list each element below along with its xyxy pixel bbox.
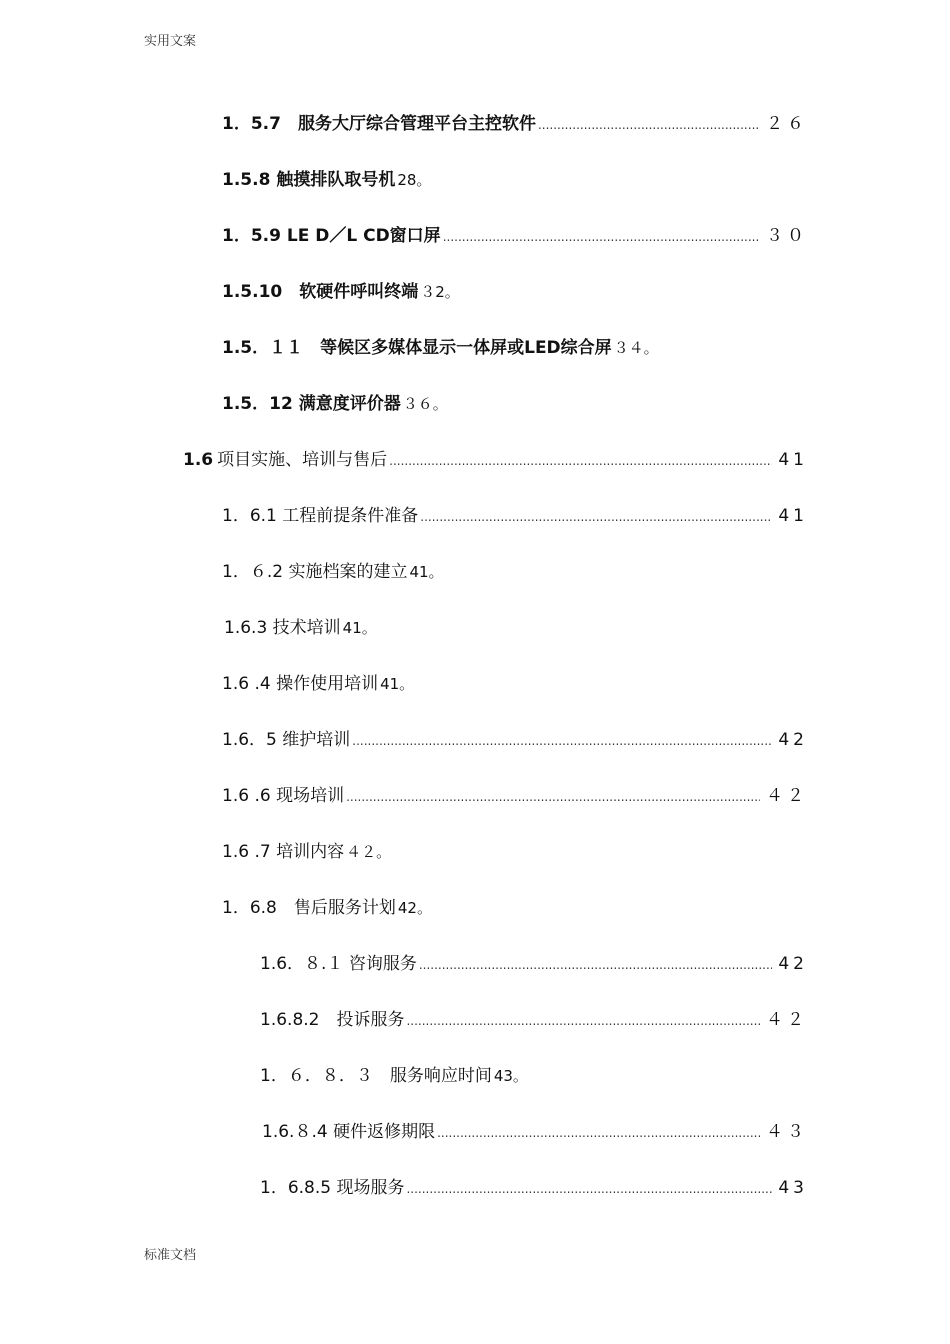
toc-entry-page: 41。 — [380, 675, 415, 693]
toc-entry-page: ３４。 — [613, 339, 659, 357]
toc-entry[interactable] — [260, 951, 808, 977]
toc-entry-label: 1.6.8.2 投诉服务 — [260, 1010, 405, 1030]
toc-entry-number: 1.6 — [183, 450, 214, 470]
toc-entry-page: 43。 — [493, 1067, 528, 1085]
toc-entry[interactable] — [260, 1007, 808, 1033]
dot-leader — [352, 728, 772, 754]
toc-entry-label: 1．5.7 服务大厅综合管理平台主控软件 — [222, 114, 536, 134]
toc-entry-page: 42 — [778, 730, 808, 750]
toc-entry-page: ４２。 — [346, 843, 392, 861]
toc-entry-page: ３０ — [766, 226, 808, 246]
toc-entry-label: 1.6 .6 现场培训 — [222, 786, 345, 806]
toc-entry-label: 1.6 .4 操作使用培训 — [222, 674, 379, 694]
toc-entry[interactable] — [183, 447, 808, 473]
toc-entry-label: 1.5．12 满意度评价器 — [222, 394, 401, 414]
running-footer: 标准文档 — [144, 1248, 197, 1263]
running-header: 实用文案 — [144, 34, 197, 49]
toc-entry[interactable] — [222, 895, 432, 921]
toc-entry[interactable] — [260, 1063, 528, 1089]
toc-entry-label: 项目实施、培训与售后 — [217, 450, 388, 470]
toc-entry-page: ２６ — [766, 114, 808, 134]
toc-entry-label: 1.6．5 维护培训 — [222, 730, 351, 750]
toc-entry-label: 1.6 .7 培训内容 — [222, 842, 345, 862]
toc-entry-page: 41。 — [409, 563, 444, 581]
toc-entry-label: 1．6.8 售后服务计划 — [222, 898, 396, 918]
toc-entry-page: ４３ — [766, 1122, 808, 1142]
toc-entry-label: 1．６.2 实施档案的建立 — [222, 562, 408, 582]
toc-entry-label: 1.5.8 触摸排队取号机 — [222, 170, 396, 190]
dot-leader — [389, 448, 772, 474]
toc-entry-label: 1．6.8.5 现场服务 — [260, 1178, 405, 1198]
toc-entry-label: 1.5．１１ 等候区多媒体显示一体屏或LED综合屏 — [222, 338, 612, 358]
dot-leader — [419, 952, 773, 978]
dot-leader — [406, 1176, 772, 1202]
toc-entry[interactable] — [222, 167, 431, 193]
toc-entry-page: ４２ — [766, 1010, 808, 1030]
toc-entry-page: 42 — [778, 954, 808, 974]
toc-entry-page: ３2。 — [420, 283, 460, 301]
toc-entry-label: 1．5.9 LE D／L CD窗口屏 — [222, 226, 441, 246]
toc-entry-label: 1.6.８.4 硬件返修期限 — [262, 1122, 436, 1142]
toc-entry[interactable] — [222, 839, 391, 865]
dot-leader — [346, 784, 760, 810]
dot-leader — [443, 224, 760, 250]
toc-entry[interactable] — [222, 727, 808, 753]
toc-entry-page: 43 — [778, 1178, 808, 1198]
toc-entry-label: 1．6.1 工程前提条件准备 — [222, 506, 419, 526]
toc-entry[interactable] — [222, 279, 460, 305]
dot-leader — [406, 1008, 760, 1034]
toc-entry-page: 41。 — [342, 619, 377, 637]
toc-entry[interactable] — [222, 503, 808, 529]
toc-entry[interactable] — [222, 783, 808, 809]
toc-entry[interactable] — [222, 671, 414, 697]
toc-entry[interactable] — [260, 1175, 808, 1201]
toc-entry[interactable] — [222, 335, 659, 361]
dot-leader — [420, 504, 772, 530]
toc-entry[interactable] — [222, 559, 444, 585]
toc-entry-label: 1.6.3 技术培训 — [224, 618, 341, 638]
dot-leader — [538, 112, 760, 138]
toc-entry-label: 1.5.10 软硬件呼叫终端 — [222, 282, 419, 302]
toc-entry-page: 42。 — [397, 899, 432, 917]
toc-entry[interactable] — [262, 1119, 808, 1145]
toc-entry-label: 1.6．８.１ 咨询服务 — [260, 954, 417, 974]
dot-leader — [437, 1120, 760, 1146]
toc-entry[interactable] — [224, 615, 377, 641]
toc-entry-page: ４２ — [766, 786, 808, 806]
toc-entry-page: 28。 — [397, 171, 432, 189]
toc-entry[interactable] — [222, 391, 448, 417]
toc-entry-page: 41 — [778, 506, 808, 526]
toc-entry[interactable] — [222, 111, 808, 137]
toc-entry-page: ３６。 — [402, 395, 448, 413]
toc-entry[interactable] — [222, 223, 808, 249]
toc-entry-label: 1．６．８．３ 服务响应时间 — [260, 1066, 492, 1086]
toc-entry-page: 41 — [778, 450, 808, 470]
